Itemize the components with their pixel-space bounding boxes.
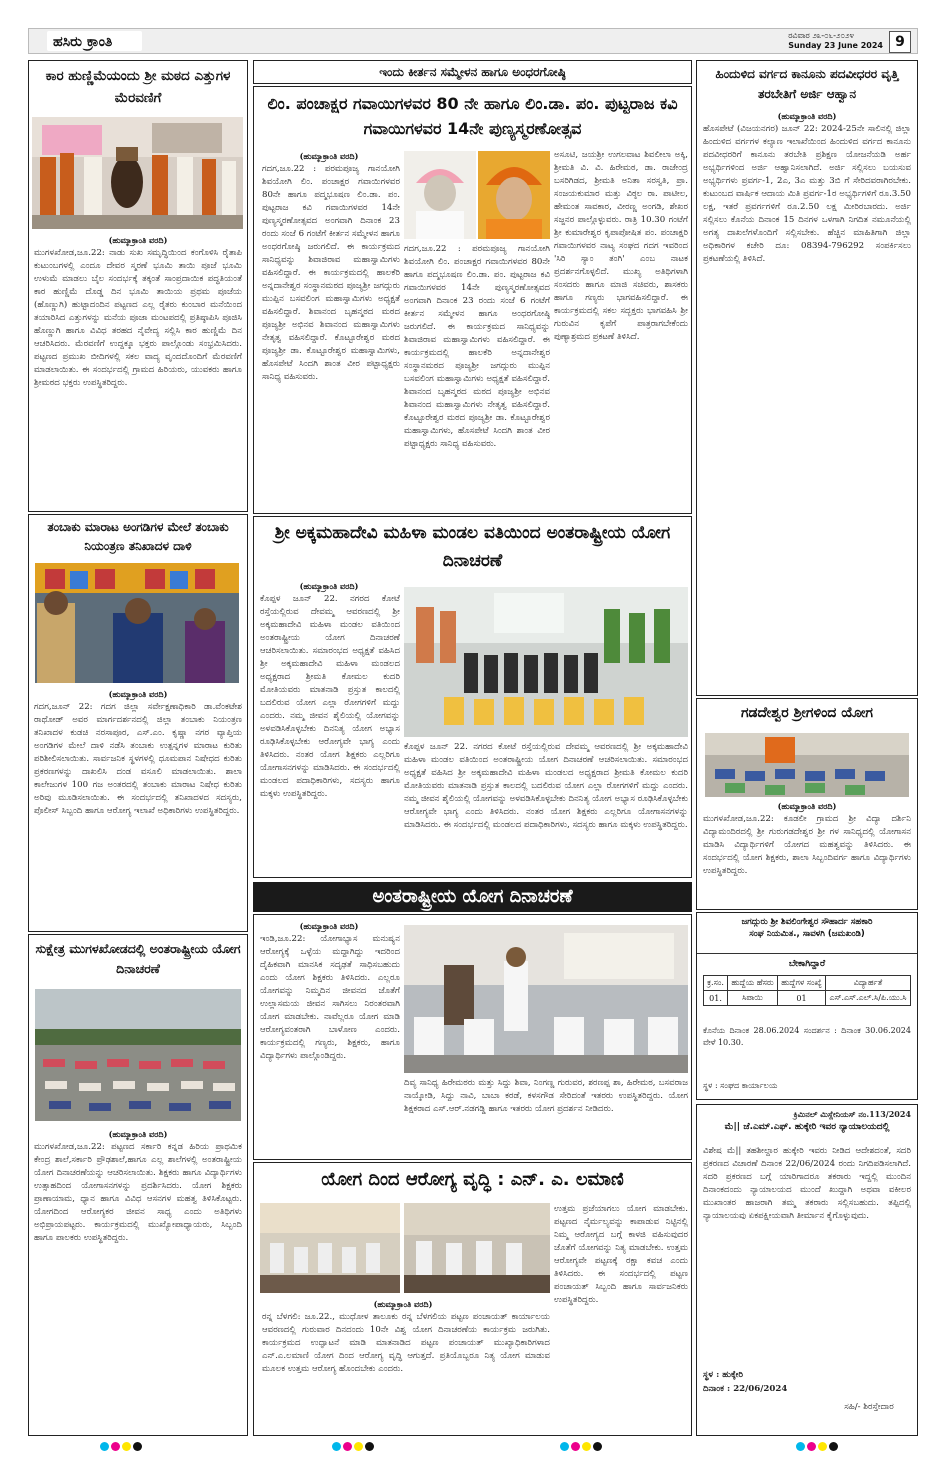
court-place: ಸ್ಥಳ : ಹುಕ್ಕೇರಿ — [703, 1370, 743, 1380]
vacancy-table — [703, 975, 911, 1006]
akkamahadevi-headline: ಶ್ರೀ ಅಕ್ಕಮಹಾದೇವಿ ಮಹಿಳಾ ಮಂಡಲ ವತಿಯಿಂದ ಅಂತರಾಷ್ಟ್ರೀಯ ಯೋಗ ದಿನಾಚರಣೆ — [274, 523, 671, 571]
mugalkhod-yoga-body: ಮುಗಳಖೋಡ,ಜೂ.22: ಪಟ್ಟಣದ ಸರ್ಕಾರಿ ಕನ್ನಡ ಹಿರಿಯ ಪ್ರಾಥಮಿಕ ಕೇಂದ್ರ ಶಾಲೆ,ಸರ್ಕಾರಿ ಪ್ರೌಢಶಾಲೆ,ಹಾಗೂ ಎಲ್ಲ ಶಾಲೆಗಳಲ್ಲಿ ಅಂತರಾಷ್ಟ್ರೀಯ ಯೋಗ ದಿನಾಚರಣೆಯನ್ನು ಆಚರಿಸಲಾಯಿತು. ಶಿಕ್ಷಕರು ಹಾಗೂ ವಿದ್ಯಾರ್ಥಿಗಳು ಉತ್ಸಾಹದಿಂದ ಯೋಗಾಸನಗಳನ್ನು ಪ್ರದರ್ಶಿಸಿದರು. ಯೋಗ ಶಿಕ್ಷಕರು ಪ್ರಾಣಾಯಾಮ, ಧ್ಯಾನ ಹಾಗೂ ವಿವಿಧ ಆಸನಗಳ ಮಹತ್ವ ತಿಳಿಸಿಕೊಟ್ಟರು. ಯೋಗದಿಂದ ಆರೋಗ್ಯಕರ ಜೀವನ ಸಾಧ್ಯ ಎಂದು ಅತಿಥಿಗಳು ಅಭಿಪ್ರಾಯಪಟ್ಟರು. ಕಾರ್ಯಕ್ರಮದಲ್ಲಿ ಮುಖ್ಯೋಪಾಧ್ಯಾಯರು, ಸಿಬ್ಬಂದಿ ಹಾಗೂ ಪಾಲಕರು ಉಪಸ್ಥಿತರಿದ್ದರು. — [34, 1142, 242, 1243]
gadadeshwar-article — [696, 698, 918, 910]
table-header-cell: ಕ್ರ.ಸಂ. — [704, 976, 728, 991]
akkamahadevi-dateline: (ಹುಮ್ಕಾಕ್ರಾಂತಿ ವರದಿ) — [299, 581, 359, 591]
registration-dot — [818, 1442, 827, 1451]
hunnime-dateline: (ಹುಮ್ಕಾಕ್ರಾಂತಿ ವರದಿ) — [108, 235, 168, 245]
punyasmarane-headline: ಲಿಂ. ಪಂಚಾಕ್ಷರ ಗವಾಯಿಗಳವರ 80 ನೇ ಹಾಗೂ ಲಿಂ.ಡಾ. ಪಂ. ಪುಟ್ಟರಾಜ ಕವಿ ಗವಾಯಿಗಳವರ 14ನೇ ಪುಣ್ಯಸ್ಮರಣೋತ್ಸವ — [267, 94, 678, 138]
court-sign: ಸಹಿ/- ಶಿರಸ್ತೇದಾರ — [844, 1402, 894, 1412]
punyasmarane-body-mid — [404, 243, 550, 509]
court-body: ವಿಶೇಷ ಮೆ|| ತಹಶೀಲ್ದಾರ ಹುಕ್ಕೇರಿ ಇವರು ನೀಡಿದ ಆದೇಶದಂತೆ, ಸದರಿ ಪ್ರಕರಣದ ವಿಚಾರಣೆ ದಿನಾಂಕ 22/06/2024 ರಂದು ನಿಗದಿಪಡಿಸಲಾಗಿದೆ. ಸದರಿ ಪ್ರಕರಣದ ಬಗ್ಗೆ ಯಾರಿಗಾದರೂ ತಕರಾರು ಇದ್ದಲ್ಲಿ ಮುಂದಿನ ದಿನಾಂಕದಂದು ನ್ಯಾಯಾಲಯದ ಮುಂದೆ ಖುದ್ದಾಗಿ ಅಥವಾ ವಕೀಲರ ಮುಖಾಂತರ ಹಾಜರಾಗಿ ತಮ್ಮ ತಕರಾರು ಸಲ್ಲಿಸಬಹುದು. ತಪ್ಪಿದಲ್ಲಿ ನ್ಯಾಯಾಲಯವು ಏಕಪಕ್ಷೀಯವಾಗಿ ತೀರ್ಮಾನ ಕೈಗೊಳ್ಳುವುದು. — [703, 1146, 911, 1221]
table-cell: 01 — [777, 991, 825, 1006]
akkamahadevi-article — [253, 516, 692, 878]
punyasmarane-body-mid-text: ಗದಗ,ಜೂ.22 : ಪರಮಪೂಜ್ಯ ಗಾನಯೋಗಿ ಶಿವಯೋಗಿ ಲಿಂ. ಪಂಚಾಕ್ಷರ ಗವಾಯಿಗಳವರ 80ನೇ ಹಾಗೂ ಪದ್ಮಭೂಷಣ ಲಿಂ.ಡಾ. ಪಂ. ಪುಟ್ಟರಾಜ ಕವಿ ಗವಾಯಿಗಳವರ 14ನೇ ಪುಣ್ಯಸ್ಮರಣೋತ್ಸವದ ಅಂಗವಾಗಿ ದಿನಾಂಕ 23 ರಂದು ಸಂಜೆ 6 ಗಂಟೆಗೆ ಕೀರ್ತನ ಸಮ್ಮೇಳನ ಹಾಗೂ ಅಂಧರಗೋಷ್ಠಿ ಜರುಗಲಿದೆ. ಈ ಕಾರ್ಯಕ್ರಮದ ಸಾನಿಧ್ಯವನ್ನು ಶಿವಾಜಿರಾವ ಮಹಾಸ್ವಾಮಿಗಳು ವಹಿಸಲಿದ್ದಾರೆ. ಈ ಕಾರ್ಯಕ್ರಮದಲ್ಲಿ ಹಾಲಕೆರಿ ಅನ್ನದಾನೇಶ್ವರ ಸಂಸ್ಥಾನಮಠದ ಪೂಜ್ಯಶ್ರೀ ಜಗದ್ಗುರು ಮುಪ್ಪಿನ ಬಸವಲಿಂಗ ಮಹಾಸ್ವಾಮಿಗಳು ಅಧ್ಯಕ್ಷತೆ ವಹಿಸಲಿದ್ದಾರೆ. ಶಿವಾನಂದ ಬೃಹನ್ಮಠದ ಮಠದ ಪೂಜ್ಯಶ್ರೀ ಅಭಿನವ ಶಿವಾನಂದ ಮಹಾಸ್ವಾಮಿಗಳು ನೇತೃತ್ವ ವಹಿಸಲಿದ್ದಾರೆ. ಕೊಟ್ಟೂರೇಶ್ವರ ಮಠದ ಪೂಜ್ಯಶ್ರೀ ಡಾ. ಕೊಟ್ಟೂರೇಶ್ವರ ಮಹಾಸ್ವಾಮಿಗಳು, ಹೊಸಪೇಟೆ ಸಿಂದಗಿ ಶಾಂತ ವೀರ ಪಟ್ಟಾಧ್ಯಕ್ಷರು ಸಾನಿಧ್ಯ ವಹಿಸುವರು. — [404, 244, 550, 449]
print-marks-left — [100, 1442, 142, 1451]
table-header-cell: ಹುದ್ದೆಗಳ ಸಂಖ್ಯೆ — [777, 976, 825, 991]
obc-headline: ಹಿಂದುಳಿದ ವರ್ಗದ ಕಾನೂನು ಪದವೀಧರರ ವೃತ್ತಿ ತರಬೇತಿಗೆ ಅರ್ಜಿ ಆಹ್ವಾನ — [715, 67, 899, 101]
sahakari-notice-title: ಬೇಕಾಗಿದ್ದಾರೆ — [788, 959, 826, 969]
mugalkhod-yoga-headline: ಸುಕ್ಷೇತ್ರ ಮುಗಳಖೋಡದಲ್ಲಿ ಅಂತರಾಷ್ಟ್ರೀಯ ಯೋಗ ದಿನಾಚರಣೆ — [35, 941, 241, 976]
hunnime-article — [28, 60, 248, 512]
punyasmarane-dateline: (ಹುಮ್ಕಾಕ್ರಾಂತಿ ವರದಿ) — [299, 151, 359, 161]
print-marks-center — [332, 1442, 374, 1451]
registration-dot — [796, 1442, 805, 1451]
akkamahadevi-body-right-text: ಕೊಪ್ಪಳ ಜೂನ್ 22. ನಗರದ ಕೋಟೆ ರಸ್ತೆಯಲ್ಲಿರುವ ದೇವಮ್ಮ ಆವರಣದಲ್ಲಿ ಶ್ರೀ ಅಕ್ಕಮಹಾದೇವಿ ಮಹಿಳಾ ಮಂಡಲ ವತಿಯಿಂದ ಅಂತರಾಷ್ಟ್ರೀಯ ಯೋಗ ದಿನಾಚರಣೆ ಆಚರಿಸಲಾಯಿತು. ಸಮಾರಂಭದ ಅಧ್ಯಕ್ಷತೆ ವಹಿಸಿದ ಶ್ರೀ ಅಕ್ಕಮಹಾದೇವಿ ಮಹಿಳಾ ಮಂಡಲದ ಅಧ್ಯಕ್ಷರಾದ ಶ್ರೀಮತಿ ಕೋಮಲ ಕುದರಿ ಮೋತಿಯವರು ಮಾತನಾಡಿ ಪ್ರಸ್ತುತ ಕಾಲದಲ್ಲಿ ಬದಲಿರುವ ಯೋಗ ಎಲ್ಲಾ ರೋಗಗಳಿಗೆ ಮದ್ದು ಎಂದರು. ನಮ್ಮ ಜೀವನ ಶೈಲಿಯಲ್ಲಿ ಯೋಗವನ್ನು ಅಳವಡಿಸಿಕೊಳ್ಳಬೇಕು ದಿನನಿತ್ಯ ಯೋಗ ಅಭ್ಯಾಸ ರೂಢಿಸಿಕೊಳ್ಳಬೇಕು ಆರೋಗ್ಯವೇ ಭಾಗ್ಯ ಎಂದು ತಿಳಿಸಿದರು. ನಂತರ ಯೋಗ ಶಿಕ್ಷಕರು ಎಲ್ಲರಿಗೂ ಯೋಗಾಸನಗಳನ್ನು ಮಾಡಿಸಿದರು. ಈ ಸಂದರ್ಭದಲ್ಲಿ ಮಂಡಲದ ಪದಾಧಿಕಾರಿಗಳು, ಸದಸ್ಯರು ಹಾಗೂ ಮಕ್ಕಳು ಉಪಸ್ಥಿತರಿದ್ದರು. — [404, 742, 688, 830]
paper-name-plate — [47, 31, 142, 51]
registration-dot — [807, 1442, 816, 1451]
akkamahadevi-body: ಕೊಪ್ಪಳ ಜೂನ್ 22. ನಗರದ ಕೋಟೆ ರಸ್ತೆಯಲ್ಲಿರುವ ದೇವಮ್ಮ ಆವರಣದಲ್ಲಿ ಶ್ರೀ ಅಕ್ಕಮಹಾದೇವಿ ಮಹಿಳಾ ಮಂಡಲ ವತಿಯಿಂದ ಅಂತರಾಷ್ಟ್ರೀಯ ಯೋಗ ದಿನಾಚರಣೆ ಆಚರಿಸಲಾಯಿತು. ಸಮಾರಂಭದ ಅಧ್ಯಕ್ಷತೆ ವಹಿಸಿದ ಶ್ರೀ ಅಕ್ಕಮಹಾದೇವಿ ಮಹಿಳಾ ಮಂಡಲದ ಅಧ್ಯಕ್ಷರಾದ ಶ್ರೀಮತಿ ಕೋಮಲ ಕುದರಿ ಮೋತಿಯವರು ಮಾತನಾಡಿ ಪ್ರಸ್ತುತ ಕಾಲದಲ್ಲಿ ಬದಲಿರುವ ಯೋಗ ಎಲ್ಲಾ ರೋಗಗಳಿಗೆ ಮದ್ದು ಎಂದರು. ನಮ್ಮ ಜೀವನ ಶೈಲಿಯಲ್ಲಿ ಯೋಗವನ್ನು ಅಳವಡಿಸಿಕೊಳ್ಳಬೇಕು ದಿನನಿತ್ಯ ಯೋಗ ಅಭ್ಯಾಸ ರೂಢಿಸಿಕೊಳ್ಳಬೇಕು ಆರೋಗ್ಯವೇ ಭಾಗ್ಯ ಎಂದು ತಿಳಿಸಿದರು. ನಂತರ ಯೋಗ ಶಿಕ್ಷಕರು ಎಲ್ಲರಿಗೂ ಯೋಗಾಸನಗಳನ್ನು ಮಾಡಿಸಿದರು. ಈ ಸಂದರ್ಭದಲ್ಲಿ ಮಂಡಲದ ಪದಾಧಿಕಾರಿಗಳು, ಸದಸ್ಯರು ಹಾಗೂ ಮಕ್ಕಳು ಉಪಸ್ಥಿತರಿದ್ದರು. — [260, 594, 400, 799]
sahakari-table-wrap — [703, 975, 911, 1006]
mugalkhod-yoga-article — [28, 934, 248, 1436]
court-notice — [696, 1104, 918, 1436]
gavayigalu-portrait-right — [478, 151, 550, 239]
registration-dot — [100, 1442, 109, 1451]
registration-dot — [560, 1442, 569, 1451]
top-banner-text: ಇಂದು ಕೀರ್ತನ ಸಮ್ಮೇಳನ ಹಾಗೂ ಅಂಧರಗೋಷ್ಠಿ — [379, 65, 566, 79]
registration-dot — [354, 1442, 363, 1451]
shop-raid-photo — [35, 563, 239, 683]
gadadeshwar-headline: ಗಡದೇಶ್ವರ ಶ್ರೀಗಳಿಂದ ಯೋಗ — [740, 705, 873, 721]
mahila-yoga-photo — [404, 587, 688, 737]
panchayat-yoga-photo-2 — [404, 1203, 550, 1293]
registration-dot — [133, 1442, 142, 1451]
obc-dateline: (ಹುಮ್ಕಾಕ್ರಾಂತಿ ವರದಿ) — [777, 111, 837, 121]
masthead — [28, 28, 918, 54]
lamani-headline: ಯೋಗ ದಿಂದ ಆರೋಗ್ಯ ವೃದ್ಧಿ : ಎನ್. ಎ. ಲಮಾಣಿ — [321, 1169, 624, 1190]
obc-body: ಹೊಸಪೇಟೆ (ವಿಜಯನಗರ) ಜೂನ್ 22: 2024-25ನೇ ಸಾಲಿನಲ್ಲಿ ಜಿಲ್ಲಾ ಹಿಂದುಳಿದ ವರ್ಗಗಳ ಕಲ್ಯಾಣ ಇಲಾಖೆಯಿಂದ ಹಿಂದುಳಿದ ವರ್ಗದ ಕಾನೂನು ಪದವೀಧರರಿಗೆ ಕಾನೂನು ತರಬೇತಿ ಪ್ರಶಿಕ್ಷಣ ಯೋಜನೆಯಡಿ ಅರ್ಹ ಅಭ್ಯರ್ಥಿಗಳಿಂದ ಅರ್ಜಿ ಆಹ್ವಾನಿಸಲಾಗಿದೆ. ಅರ್ಜಿ ಸಲ್ಲಿಸಲು ಬಯಸುವ ಅಭ್ಯರ್ಥಿಗಳು ಪ್ರವರ್ಗ-1, 2ಎ, 3ಎ ಮತ್ತು 3ಬಿ ಗೆ ಸೇರಿದವರಾಗಿರಬೇಕು. ಕುಟುಂಬದ ವಾರ್ಷಿಕ ಆದಾಯ ಮಿತಿ ಪ್ರವರ್ಗ-1ರ ಅಭ್ಯರ್ಥಿಗಳಿಗೆ ರೂ.3.50 ಲಕ್ಷ, ಇತರೆ ಪ್ರವರ್ಗಗಳಿಗೆ ರೂ.2.50 ಲಕ್ಷ ಮೀರಿರಬಾರದು. ಅರ್ಜಿ ಸಲ್ಲಿಸಲು ಕೊನೆಯ ದಿನಾಂಕ 15 ದಿನಗಳ ಒಳಗಾಗಿ ನಿಗದಿತ ನಮೂನೆಯಲ್ಲಿ ಅಗತ್ಯ ದಾಖಲೆಗಳೊಂದಿಗೆ ಸಲ್ಲಿಸಬೇಕು. ಹೆಚ್ಚಿನ ಮಾಹಿತಿಗಾಗಿ ಜಿಲ್ಲಾ ಅಧಿಕಾರಿಗಳ ಕಚೇರಿ ದೂ: 08394-796292 ಸಂಪರ್ಕಿಸಲು ಪ್ರಕಟಣೆಯಲ್ಲಿ ತಿಳಿಸಿದೆ. — [703, 124, 911, 264]
akkamahadevi-body-right — [404, 741, 688, 873]
court-date: ದಿನಾಂಕ : 22/06/2024 — [703, 1384, 788, 1394]
yoga-center-headline: ಅಂತರಾಷ್ಟ್ರೀಯ ಯೋಗ ದಿನಾಚರಣೆ — [372, 886, 573, 907]
sahakari-notice — [696, 912, 918, 1100]
table-cell: 01. — [704, 991, 728, 1006]
page-number: 9 — [889, 31, 911, 53]
registration-dot — [571, 1442, 580, 1451]
yoga-center-body-right: ದಿವ್ಯ ಸಾನಿಧ್ಯ ಹಿರೇಮಠರು ಮತ್ತು ಸಿದ್ದು ಶಿವಾ, ನಿಂಗಣ್ಣ ಗುರುವರ, ಶರಣಪ್ಪ ಶಾ, ಹಿರೇಮಠ, ಬಸವರಾಜ ನಾಯ್ಕೋಡಿ, ಸಿದ್ದು ನಾವಿ, ಬಾಬಾ ಕರಡೆ, ಕಳಸಗೌಡ ಸೇರಿದಂತೆ ಇತರರು ಉಪಸ್ಥಿತರಿದ್ದರು. ಯೋಗ ಶಿಕ್ಷಕರಾದ ಎಸ್.ಆರ್.ನಡಗಡ್ಡಿ ಹಾಗೂ ಇತರರು ಯೋಗ ಪ್ರದರ್ಶನ ನೀಡಿದರು. — [404, 1078, 688, 1114]
date-kannada: ರವಿವಾರ ೨೩-೦೬-೨೦೨೪ — [788, 31, 854, 40]
yoga-center-body: ಇಂಡಿ,ಜೂ.22: ಯೋಗಾಭ್ಯಾಸ ಮನುಷ್ಯನ ಆರೋಗ್ಯಕ್ಕೆ ಒಳ್ಳೆಯ ಮದ್ದಾಗಿದ್ದು ಇದರಿಂದ ದೈಹಿಕವಾಗಿ ಮಾನಸಿಕ ಸದೃಢತೆ ಸಾಧಿಸಬಹುದು ಎಂದು ಯೋಗ ಶಿಕ್ಷಕರು ತಿಳಿಸಿದರು. ಎಲ್ಲರೂ ಯೋಗವನ್ನು ನಿಮ್ಮದಿನ ಜೀವನದ ಜೊತೆಗೆ ಉಲ್ಲಾಸಮಯ ಜೀವನ ಸಾಗಿಸಲು ನಿರಂತರವಾಗಿ ಯೋಗ ಮಾಡಬೇಕು. ನಾವೆಲ್ಲರೂ ಯೋಗ ಮಾಡಿ ಆರೋಗ್ಯವಂತರಾಗಿ ಬಾಳೋಣ ಎಂದರು. ಕಾರ್ಯಕ್ರಮದಲ್ಲಿ ಗಣ್ಯರು, ಶಿಕ್ಷಕರು, ಹಾಗೂ ವಿದ್ಯಾರ್ಥಿಗಳು ಪಾಲ್ಗೊಂಡಿದ್ದರು. — [260, 934, 400, 1061]
registration-dot — [332, 1442, 341, 1451]
obc-article — [696, 60, 918, 696]
top-banner — [253, 60, 692, 84]
tobacco-headline: ತಂಬಾಕು ಮಾರಾಟ ಅಂಗಡಿಗಳ ಮೇಲೆ ತಂಬಾಕು ನಿಯಂತ್ರಣ ತನಿಖಾದಳ ದಾಳಿ — [47, 520, 229, 553]
sahakari-rule — [697, 953, 917, 954]
yoga-center-dateline: (ಹುಮ್ಕಾಕ್ರಾಂತಿ ವರದಿ) — [299, 921, 359, 931]
registration-dot — [365, 1442, 374, 1451]
masthead-date — [788, 31, 883, 51]
registration-dot — [122, 1442, 131, 1451]
table-cell: ಎಸ್.ಎಸ್.ಎಲ್.ಸಿ/ಪಿ.ಯು.ಸಿ — [826, 991, 911, 1006]
vacancy-table-header — [704, 976, 911, 991]
court-case: ಕ್ರಿಮಿನಲ್ ಮಿಸ್ಲೇನಿಯಸ್ ನಂ.113/2024 — [793, 1109, 911, 1119]
tobacco-dateline: (ಹುಮ್ಕಾಕ್ರಾಂತಿ ವರದಿ) — [108, 689, 168, 699]
punyasmarane-body: ಗದಗ,ಜೂ.22 : ಪರಮಪೂಜ್ಯ ಗಾನಯೋಗಿ ಶಿವಯೋಗಿ ಲಿಂ. ಪಂಚಾಕ್ಷರ ಗವಾಯಿಗಳವರ 80ನೇ ಹಾಗೂ ಪದ್ಮಭೂಷಣ ಲಿಂ.ಡಾ. ಪಂ. ಪುಟ್ಟರಾಜ ಕವಿ ಗವಾಯಿಗಳವರ 14ನೇ ಪುಣ್ಯಸ್ಮರಣೋತ್ಸವದ ಅಂಗವಾಗಿ ದಿನಾಂಕ 23 ರಂದು ಸಂಜೆ 6 ಗಂಟೆಗೆ ಕೀರ್ತನ ಸಮ್ಮೇಳನ ಹಾಗೂ ಅಂಧರಗೋಷ್ಠಿ ಜರುಗಲಿದೆ. ಈ ಕಾರ್ಯಕ್ರಮದ ಸಾನಿಧ್ಯವನ್ನು ಶಿವಾಜಿರಾವ ಮಹಾಸ್ವಾಮಿಗಳು ವಹಿಸಲಿದ್ದಾರೆ. ಈ ಕಾರ್ಯಕ್ರಮದಲ್ಲಿ ಹಾಲಕೆರಿ ಅನ್ನದಾನೇಶ್ವರ ಸಂಸ್ಥಾನಮಠದ ಪೂಜ್ಯಶ್ರೀ ಜಗದ್ಗುರು ಮುಪ್ಪಿನ ಬಸವಲಿಂಗ ಮಹಾಸ್ವಾಮಿಗಳು ಅಧ್ಯಕ್ಷತೆ ವಹಿಸಲಿದ್ದಾರೆ. ಶಿವಾನಂದ ಬೃಹನ್ಮಠದ ಮಠದ ಪೂಜ್ಯಶ್ರೀ ಅಭಿನವ ಶಿವಾನಂದ ಮಹಾಸ್ವಾಮಿಗಳು ನೇತೃತ್ವ ವಹಿಸಲಿದ್ದಾರೆ. ಕೊಟ್ಟೂರೇಶ್ವರ ಮಠದ ಪೂಜ್ಯಶ್ರೀ ಡಾ. ಕೊಟ್ಟೂರೇಶ್ವರ ಮಹಾಸ್ವಾಮಿಗಳು, ಹೊಸಪೇಟೆ ಸಿಂದಗಿ ಶಾಂತ ವೀರ ಪಟ್ಟಾಧ್ಯಕ್ಷರು ಸಾನಿಧ್ಯ ವಹಿಸುವರು. — [262, 164, 400, 382]
date-english: Sunday 23 June 2024 — [788, 41, 883, 50]
lamani-article — [253, 1162, 692, 1436]
gadadeshwar-body: ಮುಗಳಖೋಡ,ಜೂ.22: ಕೂಡಲೀ ಗ್ರಾಮದ ಶ್ರೀ ವಿದ್ಯಾ ದರ್ಶಿನಿ ವಿದ್ಯಾಮಂದಿರದಲ್ಲಿ ಶ್ರೀ ಗುರುಗಡದೇಶ್ವರ ಶ್ರೀ ಗಳ ಸಾನಿಧ್ಯದಲ್ಲಿ ಯೋಗಾಸನ ಮಾಡಿಸಿ ವಿದ್ಯಾರ್ಥಿಗಳಿಗೆ ಯೋಗದ ಮಹತ್ವವನ್ನು ತಿಳಿಸಿದರು. ಈ ಸಂದರ್ಭದಲ್ಲಿ ಯೋಗ ಶಿಕ್ಷಕರು, ಶಾಲಾ ಸಿಬ್ಬಂದಿವರ್ಗ ಹಾಗೂ ವಿದ್ಯಾರ್ಥಿಗಳು ಉಪಸ್ಥಿತರಿದ್ದರು. — [703, 814, 911, 876]
panchayat-yoga-photo — [260, 1203, 400, 1293]
yoga-center-banner — [253, 882, 692, 912]
lamani-dateline: (ಹುಮ್ಕಾಕ್ರಾಂತಿ ವರದಿ) — [373, 1299, 433, 1309]
mugalkhod-yoga-dateline: (ಹುಮ್ಕಾಕ್ರಾಂತಿ ವರದಿ) — [108, 1129, 168, 1139]
table-cell: ಸಿಪಾಯಿ — [728, 991, 778, 1006]
sahakari-title-1: ಜಗದ್ಗುರು ಶ್ರೀ ಶಿವಲಿಂಗೇಶ್ವರ ಸೌಹಾರ್ದ ಸಹಕಾರಿ — [741, 917, 873, 927]
procession-photo — [32, 117, 243, 229]
registration-dot — [582, 1442, 591, 1451]
print-marks-right — [796, 1442, 838, 1451]
sahakari-signature: ಸ್ಥಳ : ಸಂಘದ ಕಾರ್ಯಾಲಯ — [703, 1081, 778, 1090]
hunnime-headline: ಕಾರ ಹುಣ್ಣಿಮೆಯಂದು ಶ್ರೀ ಮಠದ ಎತ್ತುಗಳ ಮೆರವಣಿಗೆ — [45, 68, 231, 106]
lamani-body-right: ಉತ್ತಮ ಪ್ರಜೆಯಾಗಲು ಯೋಗ ಮಾಡಬೇಕು. ಪಟ್ಟಣದ ನೈರ್ಮಲ್ಯವನ್ನು ಕಾಪಾಡುವ ನಿಟ್ಟಿನಲ್ಲಿ ನಿಮ್ಮ ಆರೋಗ್ಯದ ಬಗ್ಗೆ ಕಾಳಜಿ ವಹಿಸುವುದರ ಜೊತೆಗೆ ಯೋಗವನ್ನು ನಿತ್ಯ ಮಾಡಬೇಕು. ಉತ್ತಮ ಆರೋಗ್ಯವೇ ಪಟ್ಟಣಕ್ಕೆ ರಕ್ಷಾ ಕವಚ ಎಂದು ತಿಳಿಸಿದರು. ಈ ಸಂದರ್ಭದಲ್ಲಿ ಪಟ್ಟಣ ಪಂಚಾಯತ್ ಸಿಬ್ಬಂದಿ ಹಾಗೂ ಸಾರ್ವಜನಿಕರು ಉಪಸ್ಥಿತರಿದ್ದರು. — [554, 1204, 688, 1305]
tobacco-body: ಗದಗ,ಜೂನ್ 22: ಗದಗ ಜಿಲ್ಲಾ ಸರ್ವೇಕ್ಷಣಾಧಿಕಾರಿ ಡಾ.ವೆಂಕಟೇಶ ರಾಥೋಡ್ ಅವರ ಮಾರ್ಗದರ್ಶನದಲ್ಲಿ ಜಿಲ್ಲಾ ತಂಬಾಕು ನಿಯಂತ್ರಣ ತನಿಖಾದಳ ಕುಡಚಿ ನರಸಾಪೂರ, ಎಸ್.ಎಂ. ಕೃಷ್ಣಾ ನಗರ ವ್ಯಾಪ್ತಿಯ ಅಂಗಡಿಗಳ ಮೇಲೆ ದಾಳಿ ನಡೆಸಿ ತಂಬಾಕು ಉತ್ಪನ್ನಗಳ ಮಾರಾಟ ಕುರಿತು ಪರಿಶೀಲಿಸಲಾಯಿತು. ಸಾರ್ವಜನಿಕ ಸ್ಥಳಗಳಲ್ಲಿ ಧೂಮಪಾನ ನಿಷೇಧದ ಕುರಿತು ಪ್ರಕರಣಗಳನ್ನು ದಾಖಲಿಸಿ ದಂಡ ವಸೂಲಿ ಮಾಡಲಾಯಿತು. ಶಾಲಾ ಕಾಲೇಜುಗಳ 100 ಗಜ ಅಂತರದಲ್ಲಿ ತಂಬಾಕು ಮಾರಾಟ ನಿಷೇಧ ಕುರಿತು ಅರಿವು ಮೂಡಿಸಲಾಯಿತು. ಈ ಸಂದರ್ಭದಲ್ಲಿ ತನಿಖಾದಳದ ಸದಸ್ಯರು, ಪೊಲೀಸ್ ಸಿಬ್ಬಂದಿ ಹಾಗೂ ಆರೋಗ್ಯ ಇಲಾಖೆ ಅಧಿಕಾರಿಗಳು ಉಪಸ್ಥಿತರಿದ್ದರು. — [34, 702, 242, 816]
gadadeshwar-dateline: (ಹುಮ್ಕಾಕ್ರಾಂತಿ ವರದಿ) — [777, 801, 837, 811]
gavayigalu-portrait-left — [404, 151, 476, 239]
punyasmarane-body-right: ಅಸೂಟಿ, ಜಯಶ್ರೀ ಉಗಲವಾಟ ಶಿವಲೀಲಾ ಅಕ್ಕಿ, ಶ್ರೀಮತಿ ವಿ. ವಿ. ಹಿರೇಮಠ, ಡಾ. ರಾಜೇಂದ್ರ ಬಸರಿಗಿಡದ, ಶ್ರೀಮತಿ ಅನಿತಾ ಸರಸ್ವತಿ, ಪ್ರಾ. ಸಂಜಯಕುಮಾರ ಮತ್ತು ವಿಠ್ಠಲ ರಾ. ಪಾಟೀಲ, ಹೇಮಂತ ಸಾವಕಾರ, ವೀರಣ್ಣ ಅಂಗಡಿ, ಶೇಖರ ಸಜ್ಜನರ ಪಾಲ್ಗೊಳ್ಳುವರು. ರಾತ್ರಿ 10.30 ಗಂಟೆಗೆ ಶ್ರೀ ಕುಮಾರೇಶ್ವರ ಕೃಪಾಪೋಷಿತ ಪಂ. ಪಂಚಾಕ್ಷರಿ ಗವಾಯಿಗಳವರ ನಾಟ್ಯ ಸಂಘದ ಗದಗ ಇವರಿಂದ 'ಸಿರಿ ಸ್ಯಾಂ ತಂಗಿ' ಎಂಬ ನಾಟಕ ಪ್ರದರ್ಶನಗೊಳ್ಳಲಿದೆ. ಮುಖ್ಯ ಅತಿಥಿಗಳಾಗಿ ಸಂಸದರು ಹಾಗೂ ಮಾಜಿ ಸಚಿವರು, ಶಾಸಕರು ಹಾಗೂ ಗಣ್ಯರು ಭಾಗವಹಿಸಲಿದ್ದಾರೆ. ಈ ಕಾರ್ಯಕ್ರಮದಲ್ಲಿ ಸಕಲ ಸದ್ಭಕ್ತರು ಭಾಗವಹಿಸಿ ಶ್ರೀ ಗುರುವಿನ ಕೃಪೆಗೆ ಪಾತ್ರರಾಗಬೇಕೆಂದು ಪುಣ್ಯಾಶ್ರಮದ ಪ್ರಕಟಣೆ ತಿಳಿಸಿದೆ. — [554, 150, 688, 342]
sahakari-title-2: ಸಂಘ ನಿಯಮಿತ., ಸಾವಳಗಿ (ಜಮಖಂಡಿ) — [749, 929, 865, 939]
registration-dot — [829, 1442, 838, 1451]
tobacco-article — [28, 514, 248, 932]
school-yoga-photo — [35, 989, 241, 1121]
sahakari-footer: ಕೊನೆಯ ದಿನಾಂಕ 28.06.2024 ಸಂದರ್ಶನ : ದಿನಾಂಕ 30.06.2024 ವೇಳೆ 10.30. — [703, 1026, 911, 1047]
lamani-body: ರನ್ನ ಬೆಳಗಲಿ: ಜೂ.22., ಮುಧೋಳ ತಾಲೂಕು ರನ್ನ ಬೆಳಗಲಿಯ ಪಟ್ಟಣ ಪಂಚಾಯತ್ ಕಾರ್ಯಾಲಯ ಆವರಣದಲ್ಲಿ ಗುರುವಾರ ದಿನದಂದು 10ನೇ ವಿಶ್ವ ಯೋಗ ದಿನಾಚರಣೆಯ ಕಾರ್ಯಕ್ರಮ ಜರುಗಿತು. ಕಾರ್ಯಕ್ರಮದ ಉದ್ಘಾಟನೆ ಮಾಡಿ ಮಾತನಾಡಿದ ಪಟ್ಟಣ ಪಂಚಾಯತ್ ಮುಖ್ಯಾಧಿಕಾರಿಗಳಾದ ಎನ್.ಎ.ಲಮಾಣಿ ಯೋಗ ದಿಂದ ಆರೋಗ್ಯ ವೃದ್ಧಿ ಆಗುತ್ತದೆ. ಪ್ರತಿಯೊಬ್ಬರೂ ನಿತ್ಯ ಯೋಗ ಮಾಡುವ ಮೂಲಕ ಉತ್ತಮ ಆರೋಗ್ಯ ಹೊಂದಬೇಕು ಎಂದರು. — [262, 1312, 550, 1374]
paper-name: ಹಸಿರು ಕ್ರಾಂತಿ — [53, 34, 113, 50]
table-header-cell: ವಿದ್ಯಾರ್ಹತೆ — [826, 976, 911, 991]
hunnime-body: ಮುಗಳಖೋಡ,ಜೂ.22: ನಾಡು ಸುಖ ಸಮೃದ್ಧಿಯಿಂದ ಕಂಗೊಳಿಸಿ ರೈತಾಪಿ ಕುಟುಂಬಗಳಲ್ಲಿ ಎಂದೂ ದೇವರ ಸ್ಮರಣೆ ಭೂಮಿ ತಾಯಿ ಪೂಜೆ ಭೂಮಿ ಉಳುಮೆ ಮಾಡಲು ಬೈಲ ಸಂದರ್ಭಕ್ಕೆ ತಕ್ಕಂತೆ ಸಾಂಪ್ರದಾಯಿಕ ಪದ್ಧತಿಯಂತೆ ಕಾರ ಹುಣ್ಣಿಮೆ ದೊಡ್ಡ ದಿನ ಭೂಮಿ ತಾಯಿಯ ಪ್ರಥಮ ಪೂಜೆಯ (ಹೊಣ್ಣುಗಿ) ಹುಟ್ಟಾದಂದಿನ ಪಟ್ಟಣದ ಎಲ್ಲ ರೈತರು ಕುಂಬಾರ ಮನೆಯಿಂದ ತಯಾರಿಸಿದ ಎತ್ತುಗಳನ್ನು ಮನೆಯ ಪೂಜಾ ಮಂಟಪದಲ್ಲಿ ಪ್ರತಿಷ್ಠಾಪಿಸಿ ಪೂಜಿಸಿ ಹೊಣ್ಣುಗಿ ಹಾಗೂ ವಿವಿಧ ತರಹದ ನೈವೇದ್ಯ ಸಲ್ಲಿಸಿ ಕಾರ ಹುಣ್ಣಿಮೆ ದಿನ ಆಚರಿಸಿದರು. ಮೆರವಣಿಗೆ ಉದ್ದಕ್ಕೂ ಭಕ್ತರು ಪಾಲ್ಗೊಂಡು ಸಂಭ್ರಮಿಸಿದರು. ಪಟ್ಟಣದ ಪ್ರಮುಖ ಬೀದಿಗಳಲ್ಲಿ ಸಕಲ ವಾದ್ಯ ವೃಂದದೊಂದಿಗೆ ಮೆರವಣಿಗೆ ಮಾಡಲಾಯಿತು. ಈ ಸಂದರ್ಭದಲ್ಲಿ ಗ್ರಾಮದ ಹಿರಿಯರು, ಯುವಕರು ಹಾಗೂ ಶ್ರೀಮಠದ ಭಕ್ತರು ಉಪಸ್ಥಿತರಿದ್ದರು. — [34, 248, 242, 388]
punyasmarane-article — [253, 86, 692, 514]
yoga-center-article — [253, 914, 692, 1160]
registration-dot — [343, 1442, 352, 1451]
print-marks-mid — [560, 1442, 602, 1451]
registration-dot — [111, 1442, 120, 1451]
court-title: ಮೆ|| ಜೆ.ಎಮ್.ಎಫ್. ಹುಕ್ಕೇರಿ ಇವರ ನ್ಯಾಯಾಲಯದಲ್ಲಿ — [724, 1122, 890, 1132]
table-header-cell: ಹುದ್ದೆಯ ಹೆಸರು — [728, 976, 778, 991]
table-row — [704, 991, 911, 1006]
gadadeshwar-photo — [705, 733, 909, 797]
registration-dot — [593, 1442, 602, 1451]
hall-yoga-photo — [404, 925, 688, 1073]
